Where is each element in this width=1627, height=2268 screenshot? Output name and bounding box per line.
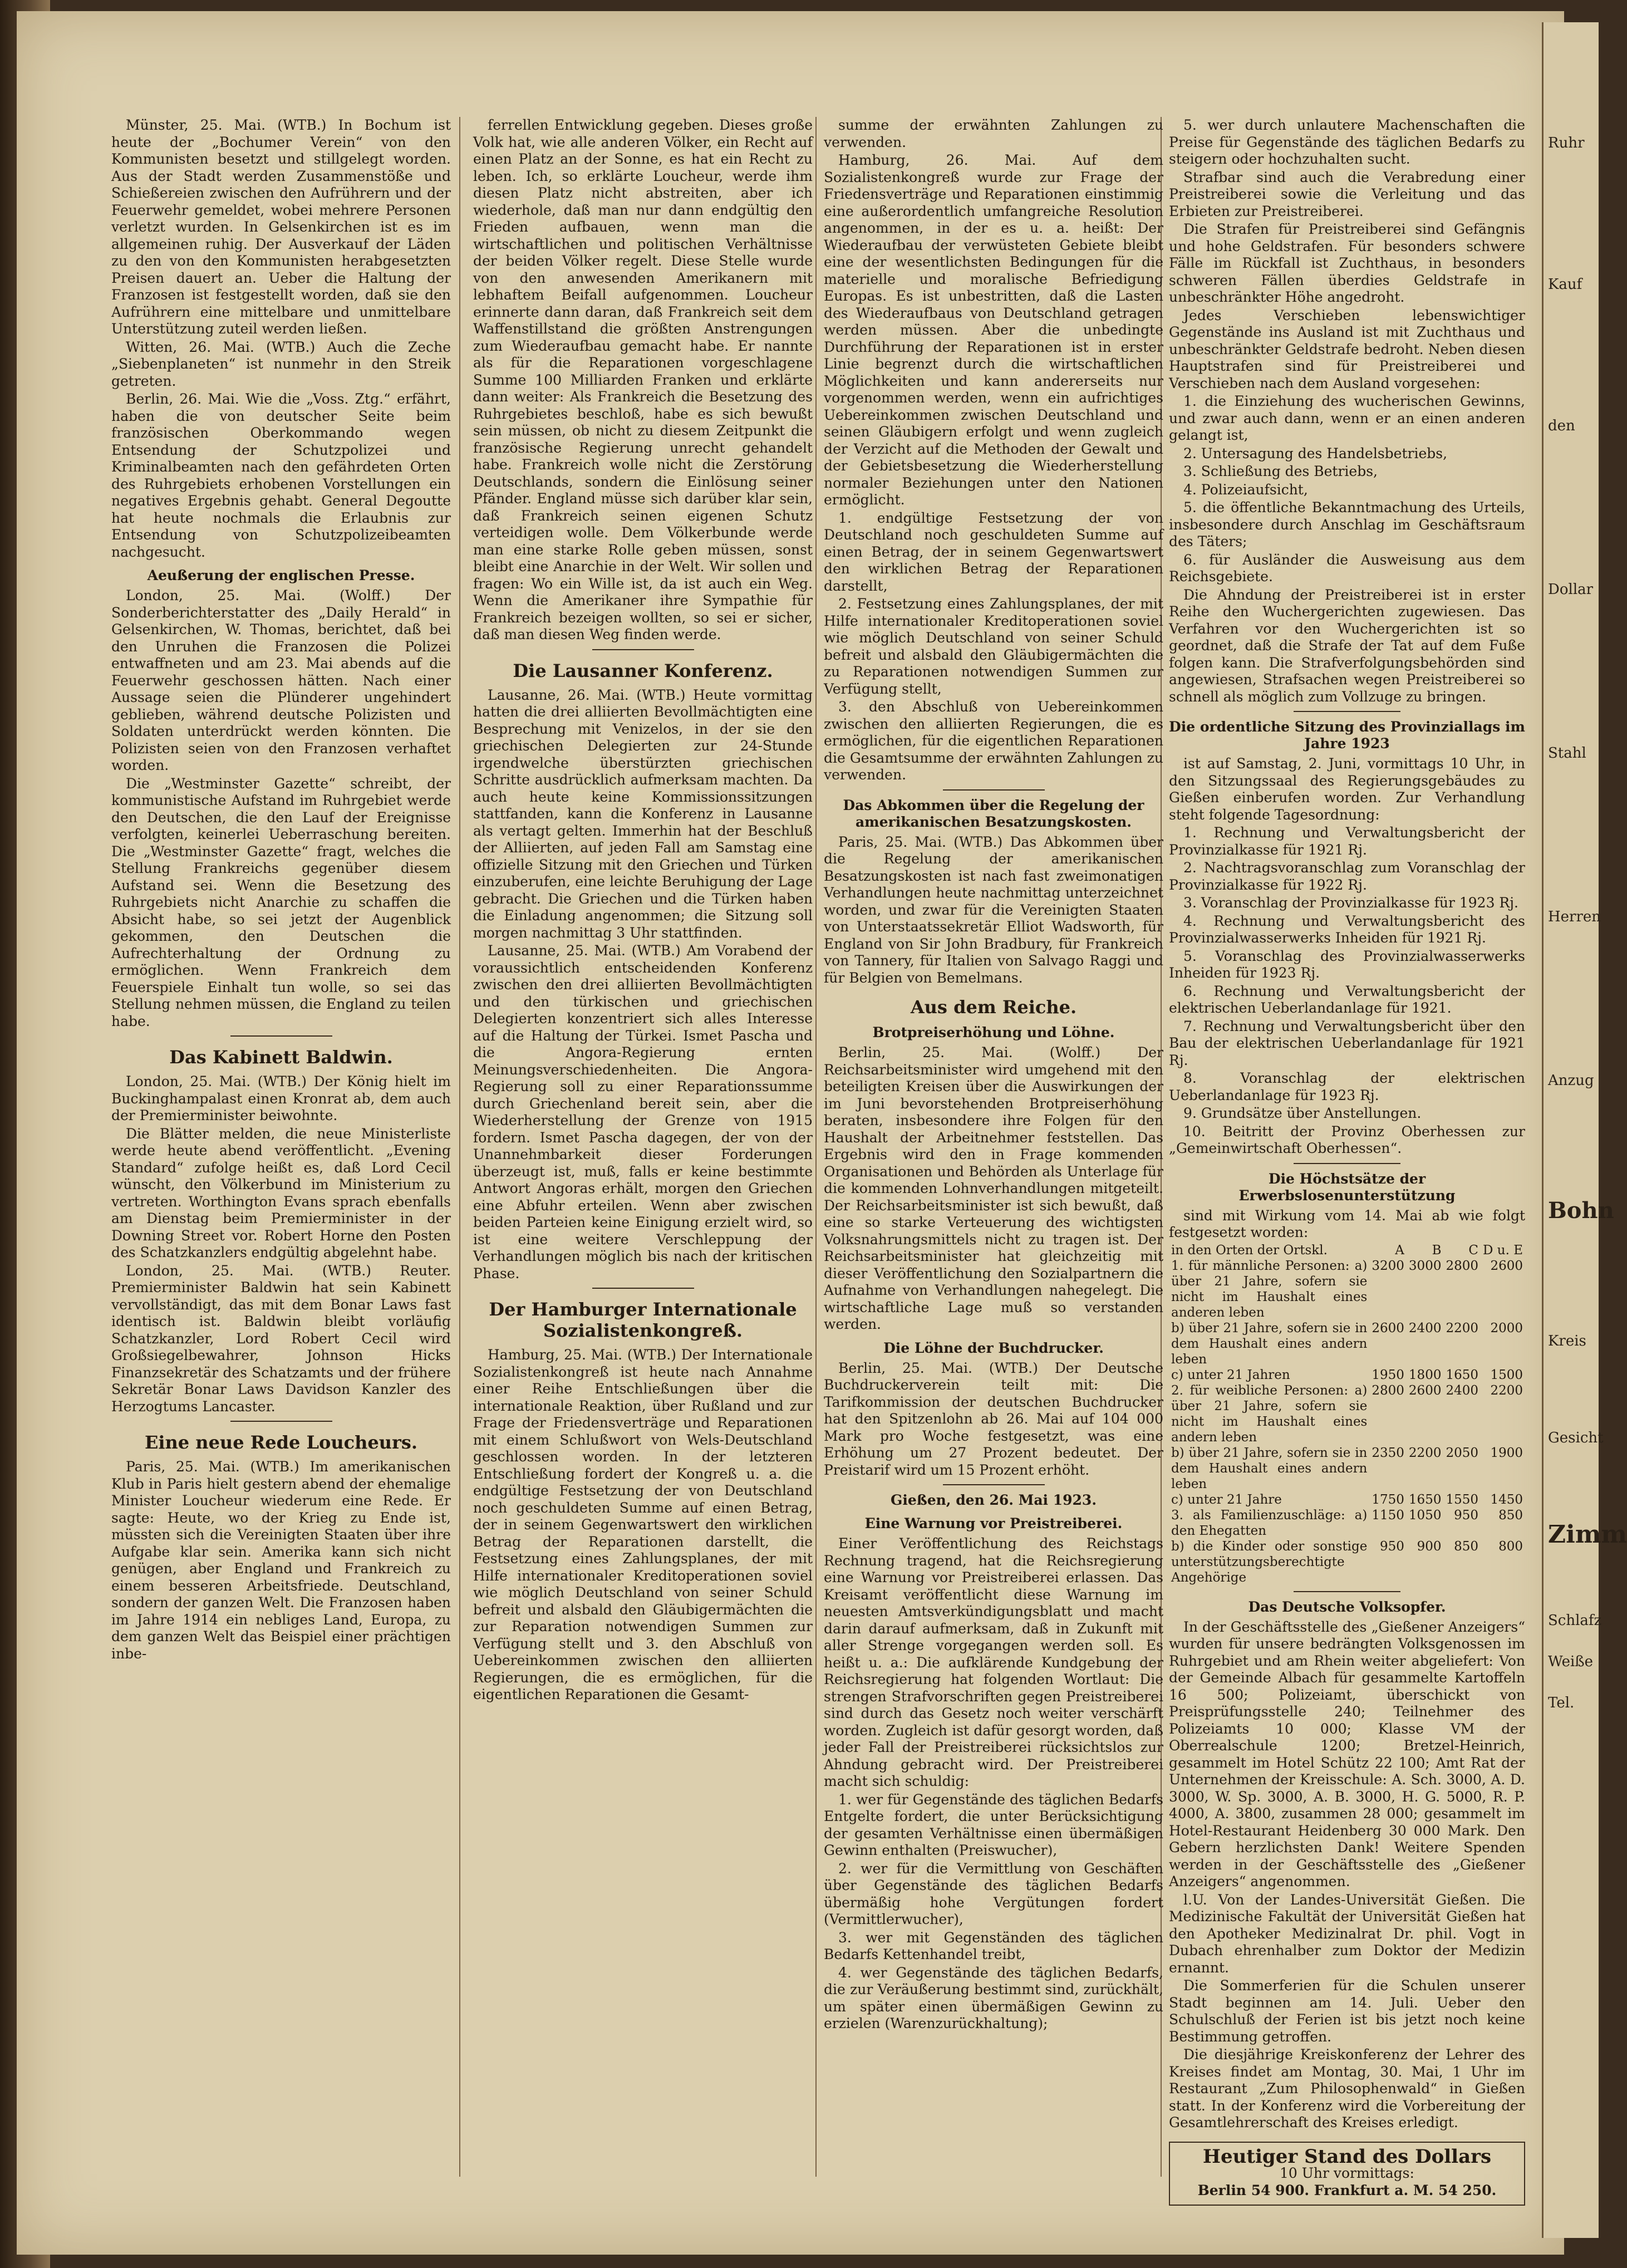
list-item: 5. die öffentliche Bekanntmachung des Urteils, insbesondere durch Anschlag im Geschäftsraum des Täters; <box>1169 499 1525 549</box>
column-4 <box>1169 117 1525 2199</box>
table-row <box>1169 1320 1525 1367</box>
list-item: 2. wer für die Vermittlung von Geschäften über Gegenstände des täglichen Bedarfs übermäßig hohe Vergütungen fordert (Vermittlerwucher), <box>824 1860 1163 1927</box>
article-paragraph: Die „Westminster Gazette“ schreibt, der kommunistische Aufstand im Ruhrgebiet werde den Deutschen, die den Lauf der Ereignisse verfolgten, keinerlei Ueberraschung bereiten. Die „Westminster Gazette“ fragt, welches die Stellung Frankreichs gegenüber diesem Aufstand sei. Wenn die Besetzung des Ruhrgebiets nicht Anarchie zu schaffen die Absicht habe, so sei jetzt der Augenblick gekommen, den Deutschen die Aufrechterhaltung der Ordnung zu ermöglichen. Wenn Frankreich dem Feuerspiele Einhalt tun wolle, so sei das Stellung nehmen müssen, die England zu teilen habe. <box>111 775 451 1029</box>
adjacent-fragment: Weiße <box>1548 1653 1594 1670</box>
article-paragraph: Witten, 26. Mai. (WTB.) Auch die Zeche „Siebenplaneten“ ist nunmehr in den Streik getreten. <box>111 338 451 389</box>
table-cell: 1550 <box>1446 1492 1479 1507</box>
table-cell: 1650 <box>1408 1492 1442 1507</box>
column-rule <box>459 117 460 2177</box>
article-paragraph: Paris, 25. Mai. (WTB.) Im amerikanischen Klub in Paris hielt gestern abend der ehemalige Minister Loucheur wiederum eine Rede. Er sagte: Heute, wo der Krieg zu Ende ist, müssten sich die Vereinigten Staaten über ihre Aufgabe klar sein. Amerika kann sich nicht genügen, aber England und Frankreich zu einem besseren Arbeitsfriede. Deutschland, sondern der ganzen Welt. Die Franzosen haben im Jahre 1914 ein nebliges Land, Europa, zu dem ganzen Welt das Beispiel einer prächtigen inbe- <box>111 1459 451 1662</box>
article-paragraph: London, 25. Mai. (Wolff.) Der Sonderberichterstatter des „Daily Herald“ in Gelsenkirchen, W. Thomas, berichtet, daß bei den Unruhen die Franzosen die Polizei entwaffneten und am 23. Mai abends auf die Feuerwehr geschossen hätten. Nach einer Aussage seien die Plünderer ungehindert geblieben, während deutsche Polizisten und Soldaten unterdrückt werden könnten. Die Polizisten seien von den Franzosen verhaftet worden. <box>111 587 451 773</box>
table-cell: 1150 <box>1372 1508 1404 1523</box>
list-item: 2. Nachtragsvoranschlag zum Voranschlag der Provinzialkasse für 1922 Rj. <box>1169 860 1525 893</box>
table-row <box>1169 1367 1525 1383</box>
table-cell: 2800 <box>1446 1258 1479 1273</box>
list-item: 9. Grundsätze über Anstellungen. <box>1183 1105 1422 1121</box>
table-cell: 2400 <box>1446 1383 1479 1398</box>
table-cell: 1800 <box>1408 1367 1442 1382</box>
list-item: 2. Untersagung des Handelsbetriebs, <box>1183 445 1448 462</box>
adjacent-fragment: Gesicht <box>1548 1430 1604 1446</box>
adjacent-fragment: Tel. <box>1548 1695 1575 1711</box>
table-header: in den Orten der Ortskl. <box>1171 1243 1328 1258</box>
adjacent-page-edge <box>1542 22 1627 2238</box>
adjacent-fragment: Anzug <box>1548 1072 1594 1089</box>
section-heading: Aus dem Reiche. <box>910 996 1077 1018</box>
table-cell: 1650 <box>1446 1367 1479 1382</box>
divider <box>230 1421 332 1422</box>
article-paragraph: Die Sommerferien für die Schulen unserer Stadt beginnen am 14. Juli. Ueber den Schulschluß der Ferien ist bis jetzt noch keine Bestimmung getroffen. <box>1169 1977 1525 2045</box>
column-rule <box>815 117 817 2177</box>
table-cell: 2800 <box>1372 1383 1404 1398</box>
list-item: 1. die Einziehung des wucherischen Gewinns, und zwar auch dann, wenn er an einen anderen gelangt ist, <box>1169 393 1525 443</box>
article-paragraph: London, 25. Mai. (WTB.) Reuter. Premierminister Baldwin hat sein Kabinett vervollständigt, das mit dem Bonar Laws fast identisch ist. Baldwin bleibt vorläufig Schatzkanzler, Lord Robert Cecil wird Großsiegelbewahrer, Johnson Hicks Finanzsekretär des Schatzamts und der frühere Sekretär Bonar Laws Davidson Kanzler des Herzogtums Lancaster. <box>111 1262 451 1415</box>
table-header-row <box>1169 1243 1525 1258</box>
article-paragraph: Berlin, 25. Mai. (Wolff.) Der Reichsarbeitsminister wird umgehend mit den beteiligten Kreisen über die Auswirkungen der im Juni bevorstehenden Brotpreiserhöhung beraten, insbesondere ihre Folgen für den Haushalt der Arbeitnehmer feststellen. Das Ergebnis wird den in Frage kommenden Organisationen und Behörden als Unterlage für die kommenden Lohnverhandlungen mitgeteilt. Der Reichsarbeitsminister ist sich bewußt, daß eine so starke Verteuerung des wichtigsten Volksnahrungsmittels nicht zu tragen ist. Der Reichsarbeitsminister hat gleichzeitig mit dieser Veröffentlichung den Sozialpartnern die Aufnahme von Verhandlungen nahegelegt. Die wirtschaftliche Lage muß so verstanden werden. <box>824 1044 1163 1332</box>
article-paragraph: l.U. Von der Landes-Universität Gießen. Die Medizinische Fakultät der Universität Gießen hat den Apotheker Medizinalrat Dr. phil. Vogt in Dubach ehrenhalber zum Doktor der Medizin ernannt. <box>1169 1891 1525 1976</box>
list-item: 3. Schließung des Betriebs, <box>1183 463 1378 479</box>
column-3 <box>824 117 1163 2199</box>
benefit-table <box>1169 1243 1525 1585</box>
list-item: 5. wer durch unlautere Machenschaften die Preise für Gegenstände des täglichen Bedarfs zu steigern oder hochzuhalten sucht. <box>1169 117 1525 167</box>
list-item: 1. Rechnung und Verwaltungsbericht der Provinzialkasse für 1921 Rj. <box>1169 824 1525 858</box>
section-heading: Der Hamburger Internationale Sozialistenkongreß. <box>489 1299 797 1341</box>
table-cell: 3000 <box>1408 1258 1442 1273</box>
table-cell: c) unter 21 Jahre <box>1171 1492 1282 1507</box>
section-heading: Das Abkommen über die Regelung der amerikanischen Besatzungskosten. <box>843 797 1144 830</box>
table-cell: 3200 <box>1372 1258 1404 1273</box>
adjacent-fragment: Kreis <box>1548 1333 1586 1349</box>
adjacent-fragment: Ruhr <box>1548 135 1585 151</box>
article-paragraph: ist auf Samstag, 2. Juni, vormittags 10 Uhr, in den Sitzungssaal des Regierungsgebäudes zu Gießen einberufen worden. Zur Verhandlung steht folgende Tagesordnung: <box>1169 755 1525 823</box>
table-cell: b) die Kinder oder sonstige unterstützungsberechtigte Angehörige <box>1171 1539 1368 1585</box>
table-header: B <box>1432 1243 1442 1258</box>
section-heading: Aeußerung der englischen Presse. <box>147 567 415 583</box>
table-row <box>1169 1508 1525 1539</box>
adjacent-fragment: Stahl <box>1548 745 1586 762</box>
adjacent-fragment: Bohn <box>1548 1197 1614 1224</box>
adjacent-fragment: Schlafz <box>1548 1612 1602 1629</box>
table-cell: b) über 21 Jahre, sofern sie in dem Haushalt eines andern leben <box>1171 1445 1368 1491</box>
article-paragraph: Berlin, 25. Mai. (WTB.) Der Deutsche Buchdruckerverein teilt mit: Die Tarifkommission der deutschen Buchdrucker hat den Spitzenlohn ab 26. Mai auf 104 000 Mark pro Woche festgesetzt, was eine Erhöhung um 27 Prozent bedeutet. Der Preistarif wird um 15 Prozent erhöht. <box>824 1359 1163 1478</box>
article-paragraph: Lausanne, 25. Mai. (WTB.) Am Vorabend der voraussichtlich entscheidenden Konferenz zwischen den drei alliierten Bevollmächtigten und den türkischen und griechischen Delegierten konzentriert sich alles Interesse auf die Haltung der Türkei. Ismet Pascha und die Angora-Regierung ernten Meinungsverschiedenheiten. Die Angora-Regierung soll zu einer Reparationssumme durch Griechenland bereit sein, aber die Wiederherstellung der Grenze von 1915 fordern. Ismet Pascha dagegen, der von der Unannehmbarkeit dieser Forderungen überzeugt ist, muß, falls er keine bestimmte Antwort Angoras erhält, morgen den Griechen eine Abfuhr erteilen. Wenn aber zwischen beiden Parteien keine Einigung erzielt wird, so ist eine weitere Verschleppung der Verhandlungen möglich bis nach der kritischen Phase. <box>473 942 813 1282</box>
article-paragraph: Hamburg, 25. Mai. (WTB.) Der Internationale Sozialistenkongreß ist heute nach Annahme einer Reihe Entschließungen über die internationale Reaktion, über Rußland und zur Frage der Friedensverträge und Reparationen mit einem Schlußwort von Wels-Deutschland geschlossen worden. In der letzteren Entschließung fordert der Kongreß u. a. die endgültige Festsetzung der von Deutschland noch geschuldeten Summe auf einen Betrag, der in seinem Gegenwartswert den wirklichen Betrag der Reparationen darstellt, die Festsetzung eines Zahlungsplanes, der mit Hilfe internationaler Kreditoperationen soviel wie möglich Deutschland von seiner Schuld befreit und alsbald den Gläubigermächten die zur Reparation notwendigen Summen zur Verfügung stellt und 3. den Abschluß von Uebereinkommen zwischen den alliierten Regierungen, die es ermöglichen, für die eigentlichen Reparationen die Gesamt- <box>473 1347 813 1702</box>
table-cell: 1500 <box>1490 1367 1523 1382</box>
table-cell: 1950 <box>1372 1367 1404 1382</box>
dateline: Gießen, den 26. Mai 1923. <box>890 1492 1097 1508</box>
section-heading: Die Lausanner Konferenz. <box>513 660 773 681</box>
table-cell: 2200 <box>1490 1383 1523 1398</box>
table-header: C <box>1468 1243 1479 1258</box>
subheading: Brotpreiserhöhung und Löhne. <box>872 1024 1115 1040</box>
article-paragraph: Einer Veröffentlichung des Reichstags Rechnung tragend, hat die Reichsregierung eine Warnung vor Preistreiberei erlassen. Das Kreisamt veröffentlicht diese Warnung im neuesten Amtsverkündigungsblatt und macht darin darauf aufmerksam, daß in Zukunft mit aller Strenge vorgegangen werden soll. Es heißt u. a.: Die aufklärende Kundgebung der Reichsregierung hat folgenden Wortlaut: Die strengen Strafvorschriften gegen Preistreiberei sind durch das Gesetz noch weiter verschärft worden. Zugleich ist dafür gesorgt worden, daß jeder Fall der Preistreiberei rücksichtslos zur Ahndung gebracht wird. Der Preistreiberei macht sich schuldig: <box>824 1535 1163 1789</box>
table-cell: 2200 <box>1446 1320 1479 1336</box>
subheading: Die Löhne der Buchdrucker. <box>883 1339 1104 1356</box>
article-paragraph: summe der erwähnten Zahlungen zu verwenden. <box>824 117 1163 150</box>
table-cell: 1050 <box>1408 1508 1442 1523</box>
list-item: 10. Beitritt der Provinz Oberhessen zur „Gemeinwirtschaft Oberhessen“. <box>1169 1123 1525 1156</box>
table-cell: 850 <box>1454 1539 1479 1554</box>
adjacent-fragment: Zimm <box>1548 1520 1627 1549</box>
article-paragraph: Hamburg, 26. Mai. Auf dem Sozialistenkongreß wurde zur Frage der Friedensverträge und Reparationen einstimmig eine außerordentlich umfangreiche Resolution angenommen, in der es u. a. heißt: Der Wiederaufbau der verwüsteten Gebiete bleibt eine der wesentlichsten Bedingungen für die materielle und moralische Befriedigung Europas. Es ist unbestritten, daß die Lasten des Wiederaufbaus von Deutschland getragen werden müssen. Aber die unbedingte Durchführung der Reparationen ist in erster Linie begrenzt durch die wirtschaftlichen Möglichkeiten und kann andererseits nur vorgenommen werden, wenn ein aufrichtiges Uebereinkommen zwischen Deutschland und seinen Gläubigern erfolgt und wenn zugleich der Verzicht auf die Methoden der Gewalt und der Gebietsbesetzung die Wiederherstellung normaler Beziehungen unter den Nationen ermöglicht. <box>824 152 1163 508</box>
section-heading: Eine neue Rede Loucheurs. <box>144 1432 418 1453</box>
divider <box>592 1288 694 1289</box>
list-item: 6. für Ausländer die Ausweisung aus dem Reichsgebiete. <box>1169 551 1525 585</box>
article-paragraph: Münster, 25. Mai. (WTB.) In Bochum ist heute der „Bochumer Verein“ von den Kommunisten besetzt und stillgelegt worden. Aus der Stadt werden Zusammenstöße und Schießereien zwischen den Aufrührern und der Feuerwehr gemeldet, wobei mehrere Personen verletzt wurden. In Gelsenkirchen ist es im allgemeinen ruhig. Der Ausverkauf der Läden zu den von den Kommunisten herabgesetzten Preisen dauert an. Ueber die Haltung der Franzosen ist festgestellt worden, daß sie den Aufrührern eine mittelbare und unmittelbare Unterstützung zuteil werden ließen. <box>111 117 451 337</box>
list-item: 7. Rechnung und Verwaltungsbericht über den Bau der elektrischen Ueberlandanlage für 1921 Rj. <box>1169 1018 1525 1068</box>
adjacent-fragment: Dollar <box>1548 581 1594 598</box>
table-cell: 900 <box>1417 1539 1442 1554</box>
divider <box>943 789 1045 791</box>
column-1 <box>111 117 451 2199</box>
table-cell: 1750 <box>1372 1492 1404 1507</box>
table-header: A <box>1395 1243 1404 1258</box>
table-cell: 2400 <box>1408 1320 1442 1336</box>
dollar-rate-title: Heutiger Stand des Dollars <box>1202 2145 1492 2168</box>
article-paragraph: In der Geschäftsstelle des „Gießener Anzeigers“ wurden für unsere bedrängten Volksgenossen im Ruhrgebiet und am Rhein weiter abgeliefert: Von der Gemeinde Albach für gesammelte Kartoffeln 16 500; Polizeiamt, überschickt von Preisprüfungsstelle 240; Teilnehmer des Polizeiamts 10 000; Klasse VM der Oberrealschule 1200; Bretzel-Heinrich, gesammelt im Hotel Schütz 22 100; Amt Rat der Unternehmen der Kreisschule: A. Sch. 3000, A. D. 3000, W. Sp. 3000, A. B. 3000, H. G. 5000, R. P. 4000, A. 3800, zusammen 28 000; gesammelt im Hotel-Restaurant Heidenberg 30 000 Mark. Den Gebern herzlichsten Dank! Weitere Spenden werden in der Geschäftsstelle des „Gießener Anzeigers“ angenommen. <box>1169 1618 1525 1889</box>
divider <box>1294 1591 1400 1592</box>
list-item: 4. wer Gegenstände des täglichen Bedarfs, die zur Veräußerung bestimmt sind, zurückhält, um später einen übermäßigen Gewinn zu erzielen (Warenzurückhaltung); <box>824 1964 1163 2031</box>
table-cell: 950 <box>1454 1508 1479 1523</box>
section-heading: Das Kabinett Baldwin. <box>169 1047 393 1068</box>
section-heading: Die Höchstsätze der Erwerbslosenunterstützung <box>1238 1170 1456 1204</box>
dollar-rate-time: 10 Uhr vormittags: <box>1280 2165 1414 2181</box>
list-item: 5. Voranschlag des Provinzialwasserwerks Inheiden für 1923 Rj. <box>1169 948 1525 981</box>
list-item: 6. Rechnung und Verwaltungsbericht der elektrischen Ueberlandanlage für 1921. <box>1169 983 1525 1016</box>
section-heading: Die ordentliche Sitzung des Provinziallags im Jahre 1923 <box>1169 719 1525 752</box>
article-paragraph: Berlin, 26. Mai. Wie die „Voss. Ztg.“ erfährt, haben die von deutscher Seite beim französischen Oberkommando wegen Entsendung der Schutzpolizei und Kriminalbeamten nach den gefährdeten Orten des Ruhrgebiets erhobenen Vorstellungen ein negatives Ergebnis gehabt. General Degoutte hat heute nochmals die Erlaubnis zur Entsendung von Schutzpolizeibeamten nachgesucht. <box>111 391 451 560</box>
list-item: 3. den Abschluß von Uebereinkommen zwischen den alliierten Regierungen, die es ermöglichen, für die eigentlichen Reparationen die Gesamtsumme der erwähnten Zahlungen zu verwenden. <box>824 699 1163 783</box>
article-paragraph: London, 25. Mai. (WTB.) Der König hielt im Buckinghampalast einen Kronrat ab, dem auch der Premierminister beiwohnte. <box>111 1073 451 1123</box>
dollar-rate-box <box>1169 2142 1525 2206</box>
article-paragraph: Strafbar sind auch die Verabredung einer Preistreiberei sowie die Verleitung und das Erbieten zur Preistreiberei. <box>1169 169 1525 219</box>
list-item: 3. Voranschlag der Provinzialkasse für 1923 Rj. <box>1183 895 1518 911</box>
table-cell: 850 <box>1498 1508 1523 1523</box>
divider <box>943 1484 1045 1485</box>
list-item: 8. Voranschlag der elektrischen Ueberlandanlage für 1923 Rj. <box>1169 1070 1525 1103</box>
table-cell: c) unter 21 Jahren <box>1171 1367 1290 1382</box>
table-row <box>1169 1383 1525 1445</box>
table-cell: 2600 <box>1490 1258 1523 1273</box>
article-paragraph: Die Strafen für Preistreiberei sind Gefängnis und hohe Geldstrafen. Für besonders schwere Fälle im Rückfall ist Zuchthaus, in besonders schweren Fällen überdies Geldstrafe in unbeschränkter Höhe angedroht. <box>1169 221 1525 305</box>
adjacent-fragment: den <box>1548 418 1575 434</box>
section-heading: Das Deutsche Volksopfer. <box>1248 1598 1446 1615</box>
table-cell: 1. für männliche Personen: a) über 21 Jahre, sofern sie nicht im Haushalt eines anderen leben <box>1171 1258 1368 1320</box>
divider <box>230 1035 332 1037</box>
table-cell: 800 <box>1498 1539 1523 1554</box>
table-cell: 2. für weibliche Personen: a) über 21 Jahre, sofern sie nicht im Haushalt eines andern leben <box>1171 1383 1368 1445</box>
list-item: 3. wer mit Gegenständen des täglichen Bedarfs Kettenhandel treibt, <box>824 1929 1163 1962</box>
table-row <box>1169 1492 1525 1508</box>
article-paragraph: sind mit Wirkung vom 14. Mai ab wie folgt festgesetzt worden: <box>1169 1207 1525 1240</box>
list-item: 4. Rechnung und Verwaltungsbericht des Provinzialwasserwerks Inheiden für 1921 Rj. <box>1169 912 1525 946</box>
table-row <box>1169 1539 1525 1585</box>
article-paragraph: Die Ahndung der Preistreiberei ist in erster Reihe den Wuchergerichten zugewiesen. Das Verfahren vor den Wuchergerichten ist so geordnet, daß die Strafe der Tat auf dem Fuße folgen kann. Die Strafverfolgungsbehörden sind angewiesen, Strafsachen wegen Preistreiberei so schnell als möglich zum Vollzuge zu bringen. <box>1169 586 1525 705</box>
article-paragraph: Paris, 25. Mai. (WTB.) Das Abkommen über die Regelung der amerikanischen Besatzungskosten ist nach fast zweimonatigen Verhandlungen heute nachmittag unterzeichnet worden, und zwar für die Vereinigten Staaten von Unterstaatssekretär Elliot Wadsworth, für England von Sir John Bradbury, für Frankreich von Tannery, für Italien von Salvago Raggi und für Belgien von Bemelmans. <box>824 833 1163 986</box>
table-header: D u. E <box>1483 1243 1523 1258</box>
table-cell: 2350 <box>1372 1445 1404 1460</box>
table-cell: 2050 <box>1446 1445 1479 1460</box>
table-cell: 1900 <box>1490 1445 1523 1460</box>
divider <box>1294 711 1400 712</box>
divider <box>1294 1163 1400 1164</box>
table-cell: 1450 <box>1490 1492 1523 1507</box>
adjacent-fragment: Herren <box>1548 909 1601 925</box>
dollar-rate-values: Berlin 54 900. Frankfurt a. M. 54 250. <box>1197 2182 1497 2198</box>
table-cell: 2600 <box>1372 1320 1404 1336</box>
article-paragraph: Die Blätter melden, die neue Ministerliste werde heute abend veröffentlicht. „Evening Standard“ zufolge heißt es, daß Lord Cecil wünscht, den Völkerbund im Ministerium zu vertreten. Worthington Evans sprach ebenfalls am Dienstag beim Premierminister in der Downing Street vor. Robert Horne den Posten des Schatzkanzlers endgültig abgelehnt habe. <box>111 1125 451 1260</box>
article-paragraph: Lausanne, 26. Mai. (WTB.) Heute vormittag hatten die drei alliierten Bevollmächtigten eine Besprechung mit Venizelos, in der sie den griechischen Delegierten zur 24-Stunde irgendwelche überstürzten griechischen Schritte ausdrücklich aufmerksam machten. Da auch heute keine Kommissionssitzungen stattfanden, kann die Konferenz in Lausanne als vertagt gelten. Immerhin hat der Beschluß der Alliierten, auf jeden Fall am Samstag eine offizielle Sitzung mit den Griechen und Türken einzuberufen, eine leichte Beruhigung der Lage gebracht. Die Griechen und die Türken haben die Einladung angenommen; die Sitzung soll morgen nachmittag 3 Uhr stattfinden. <box>473 686 813 941</box>
table-row <box>1169 1445 1525 1492</box>
table-cell: 2200 <box>1408 1445 1442 1460</box>
adjacent-fragment: Kauf <box>1548 276 1582 293</box>
list-item: 4. Polizeiaufsicht, <box>1183 481 1308 498</box>
table-row <box>1169 1258 1525 1320</box>
divider <box>592 649 694 650</box>
table-cell: 2000 <box>1490 1320 1523 1336</box>
article-paragraph: ferrellen Entwicklung gegeben. Dieses große Volk hat, wie alle anderen Völker, ein Recht auf einen Platz an der Sonne, es hat ein Recht zu leben. Ich, so erklärte Loucheur, werde ihm diesen Platz nicht abstreiten, aber ich wiederhole, daß man nur dann endgültig den Frieden aufbauen, wenn man die wirtschaftlichen und politischen Verhältnisse der beiden Völker regelt. Diese Stelle wurde von den anwesenden Amerikanern mit lebhaftem Beifall aufgenommen. Loucheur erinnerte dann daran, daß Frankreich seit dem Waffenstillstand die größten Anstrengungen zum Wiederaufbau gemacht habe. Er nannte als für die Reparationen vorgeschlagene Summe 100 Milliarden Franken und erklärte dann weiter: Als Frankreich die Besetzung des Ruhrgebietes beschloß, habe es sich bewußt sein müssen, ob nicht zu diesem Zeitpunkt die französische Regierung unrecht gehandelt habe. Frankreich wolle nicht die Zerstörung Deutschlands, sondern die Einlösung seiner Pfänder. England müsse sich darüber klar sein, daß Frankreich seinen eigenen Schutz verteidigen wolle. Dem Völkerbunde werde man eine starke Rolle geben müssen, sonst bleibt eine Anarchie in der Welt. Wir sollen und fragen: Wo ein Wille ist, da ist auch ein Weg. Wenn die Amerikaner ihre Sympathie für Frankreich bezeigen wollten, so sei er sicher, daß man diesen Weg finden werde. <box>473 117 813 642</box>
table-cell: 2600 <box>1408 1383 1442 1398</box>
table-cell: b) über 21 Jahre, sofern sie in dem Haushalt eines andern leben <box>1171 1320 1368 1367</box>
list-item: 1. wer für Gegenstände des täglichen Bedarfs Entgelte fordert, die unter Berücksichtigung der gesamten Verhältnisse einen übermäßigen Gewinn enthalten (Preiswucher), <box>824 1791 1163 1858</box>
list-item: 2. Festsetzung eines Zahlungsplanes, der mit Hilfe internationaler Kreditoperationen soviel wie möglich Deutschland von seiner Schuld befreit und alsbald den Gläubigermächten die zu Reparationen notwendigen Summen zur Verfügung stellt, <box>824 596 1163 697</box>
table-cell: 3. als Familienzuschläge: a) den Ehegatten <box>1171 1508 1368 1538</box>
column-2 <box>473 117 813 2199</box>
article-paragraph: Jedes Verschieben lebenswichtiger Gegenstände ins Ausland ist mit Zuchthaus und unbeschränkter Geldstrafe bedroht. Neben diesen Hauptstrafen sind für Preistreiberei und Verschieben nach dem Ausland vorgesehen: <box>1169 307 1525 391</box>
section-heading: Eine Warnung vor Preistreiberei. <box>864 1515 1123 1531</box>
table-cell: 950 <box>1380 1539 1404 1554</box>
article-paragraph: Die diesjährige Kreiskonferenz der Lehrer des Kreises findet am Montag, 30. Mai, 1 Uhr im Restaurant „Zum Philosophenwald“ in Gießen statt. In der Konferenz wird die Vorbereitung der Gesamtlehrerschaft des Kreises erledigt. <box>1169 2046 1525 2130</box>
list-item: 1. endgültige Festsetzung der von Deutschland noch geschuldeten Summe auf einen Betrag, der in seinem Gegenwartswert den wirklichen Betrag der Reparationen darstellt, <box>824 509 1163 594</box>
